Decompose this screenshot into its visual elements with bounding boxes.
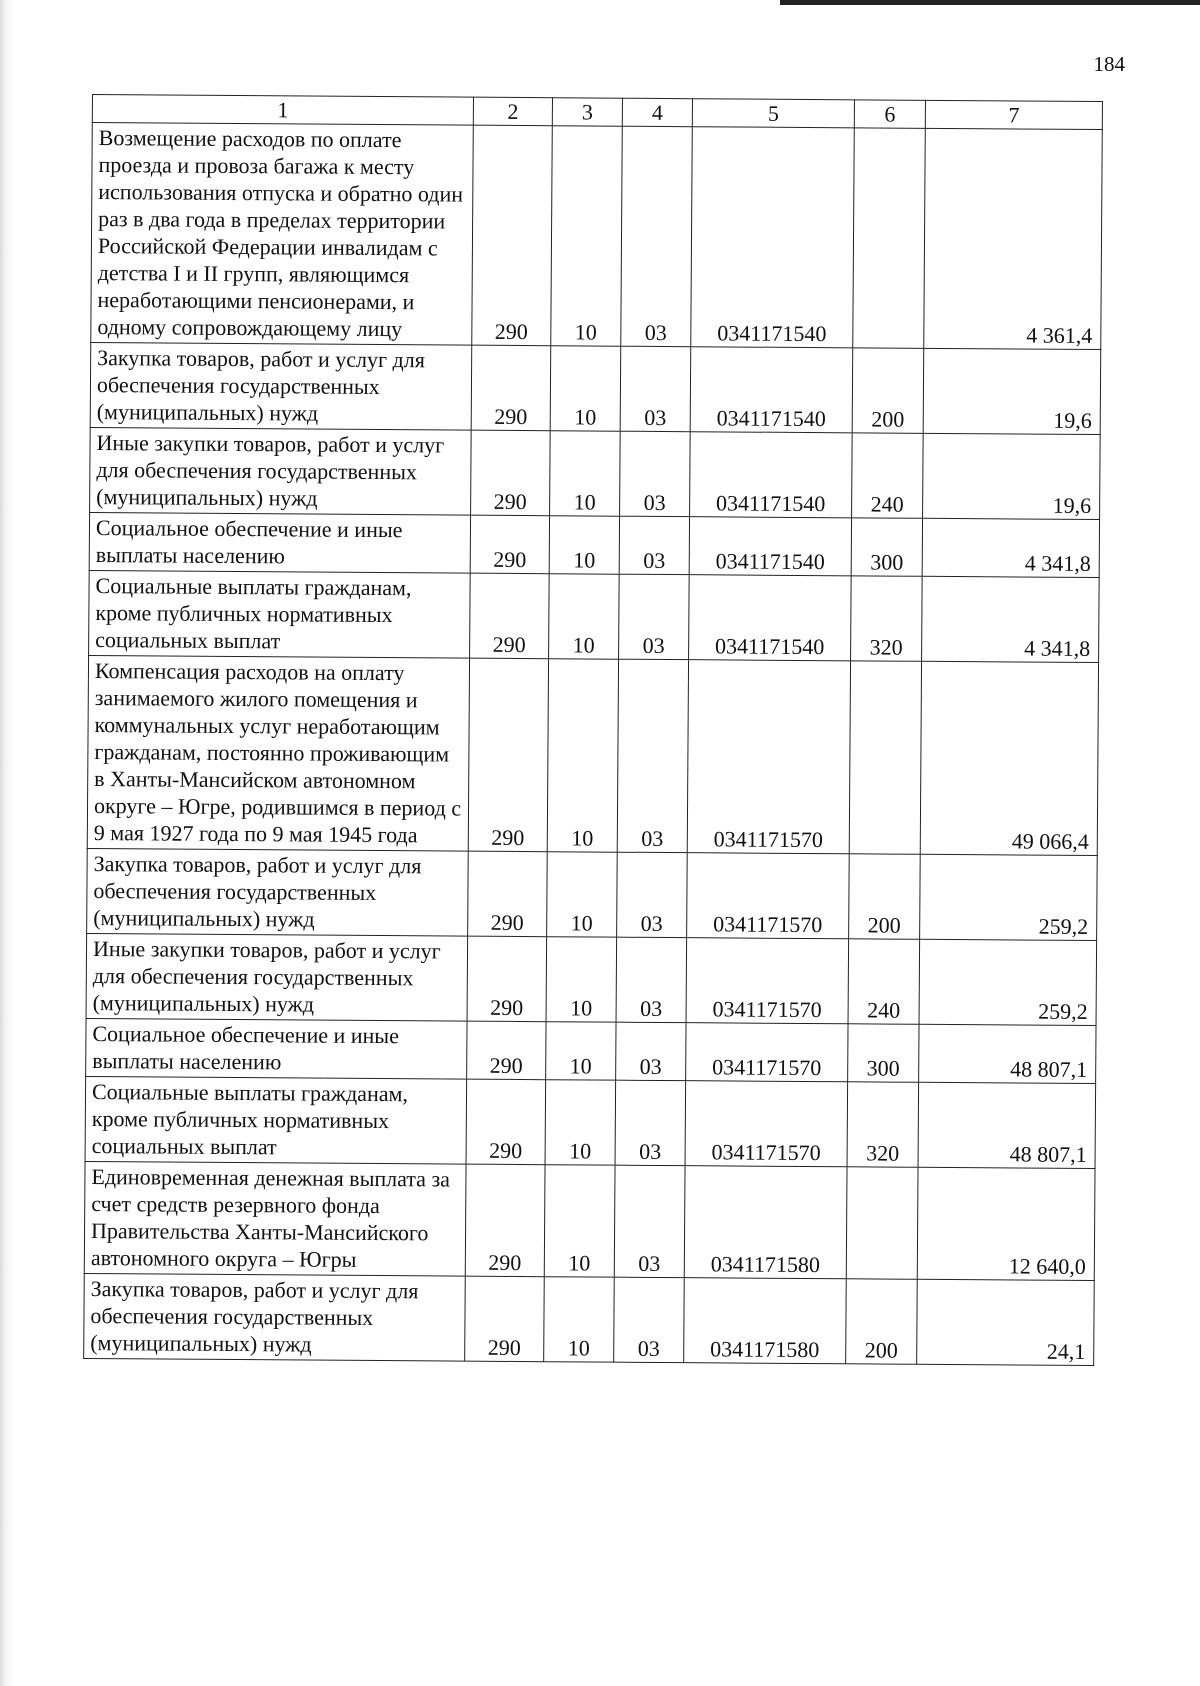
- table-row: [84, 1161, 1095, 1280]
- column-header-1: 1: [92, 95, 473, 126]
- target-article-cell: 0341171540: [689, 517, 851, 576]
- section-code-cell: 10: [546, 1022, 616, 1080]
- budget-table-wrapper: [83, 94, 1103, 1366]
- table-row: [86, 1018, 1096, 1083]
- subsection-code-cell: 03: [620, 431, 691, 516]
- table-row: [87, 655, 1098, 855]
- table-row: [85, 1076, 1096, 1168]
- ministry-code-cell: 290: [468, 658, 548, 852]
- expense-type-cell: 320: [851, 576, 923, 661]
- table-row: [84, 1273, 1095, 1365]
- section-code-cell: 10: [550, 431, 621, 516]
- section-code-cell: 10: [547, 852, 618, 937]
- table-row: [89, 512, 1099, 577]
- section-code-cell: 10: [545, 1080, 616, 1165]
- ministry-code-cell: 290: [467, 1021, 546, 1080]
- ministry-code-cell: 290: [471, 345, 551, 431]
- expense-type-cell: 200: [846, 1279, 918, 1364]
- subsection-code-cell: 03: [621, 126, 693, 346]
- target-article-cell: 0341171570: [686, 938, 849, 1024]
- subsection-code-cell: 03: [617, 659, 688, 852]
- scan-edge-shadow: [0, 0, 14, 1686]
- amount-cell: 259,2: [920, 854, 1098, 940]
- expense-type-cell: 200: [852, 348, 924, 433]
- expense-name-cell: Иные закупки товаров, работ и услуг для обеспечения государственных (муниципальных) нужд: [90, 427, 472, 515]
- section-code-cell: 10: [544, 1165, 615, 1277]
- scan-edge-mark: [780, 0, 1200, 5]
- amount-cell: 4 341,8: [922, 518, 1099, 577]
- expense-type-cell: 240: [848, 939, 920, 1024]
- amount-cell: 12 640,0: [917, 1167, 1095, 1280]
- subsection-code-cell: 03: [619, 516, 689, 574]
- table-row: [87, 848, 1098, 940]
- section-code-cell: 10: [549, 516, 619, 574]
- expense-name-cell: Социальное обеспечение и иные выплаты населению: [86, 1018, 467, 1079]
- expense-type-cell: 240: [852, 433, 924, 518]
- table-row: [91, 123, 1103, 350]
- amount-cell: 4 341,8: [922, 576, 1100, 662]
- expense-type-cell: 320: [847, 1082, 919, 1167]
- column-header-4: 4: [622, 98, 692, 126]
- section-code-cell: 10: [547, 659, 618, 852]
- expense-name-cell: Закупка товаров, работ и услуг для обеспечения государственных (муниципальных) нужд: [87, 848, 469, 936]
- table-row: [90, 342, 1101, 434]
- ministry-code-cell: 290: [470, 515, 549, 574]
- subsection-code-cell: 03: [615, 1080, 686, 1165]
- target-article-cell: 0341171570: [687, 660, 850, 854]
- subsection-code-cell: 03: [616, 937, 687, 1022]
- expense-name-cell: Закупка товаров, работ и услуг для обеспечения государственных (муниципальных) нужд: [84, 1273, 466, 1361]
- subsection-code-cell: 03: [614, 1277, 685, 1362]
- expense-type-cell: [849, 661, 921, 854]
- table-body: [84, 95, 1103, 1366]
- ministry-code-cell: 290: [465, 1164, 545, 1277]
- ministry-code-cell: 290: [471, 430, 551, 516]
- subsection-code-cell: 03: [617, 852, 688, 937]
- expense-name-cell: Закупка товаров, работ и услуг для обеспечения государственных (муниципальных) нужд: [90, 342, 472, 430]
- expense-name-cell: Социальное обеспечение и иные выплаты населению: [89, 512, 470, 573]
- amount-cell: 49 066,4: [920, 661, 1098, 855]
- column-header-6: 6: [854, 100, 925, 128]
- ministry-code-cell: 290: [466, 1079, 546, 1165]
- target-article-cell: 0341171570: [687, 853, 850, 939]
- amount-cell: 19,6: [923, 433, 1101, 519]
- target-article-cell: 0341171580: [684, 1166, 847, 1279]
- ministry-code-cell: 290: [467, 936, 547, 1022]
- amount-cell: 259,2: [919, 939, 1097, 1025]
- target-article-cell: 0341171580: [684, 1278, 847, 1364]
- expense-name-cell: Компенсация расходов на оплату занимаемого жилого помещения и коммунальных услуг неработающим гражданам, постоянно проживающим в Ханты-Мансийском автономном округе – Югре, родившимся в период с 9 мая 1927 года по 9 мая 1945 года: [87, 655, 469, 851]
- section-code-cell: 10: [550, 346, 621, 431]
- ministry-code-cell: 290: [470, 573, 550, 659]
- section-code-cell: 10: [544, 1277, 615, 1362]
- ministry-code-cell: 290: [472, 125, 553, 346]
- subsection-code-cell: 03: [616, 1022, 686, 1080]
- amount-cell: 19,6: [923, 348, 1101, 434]
- column-header-5: 5: [692, 99, 854, 128]
- column-header-7: 7: [925, 100, 1102, 129]
- amount-cell: 48 807,1: [919, 1024, 1096, 1083]
- expense-type-cell: [853, 128, 926, 348]
- page-number: 184: [1093, 52, 1125, 76]
- table-row: [89, 570, 1100, 662]
- target-article-cell: 0341171570: [686, 1023, 848, 1082]
- expense-type-cell: 200: [849, 854, 921, 939]
- target-article-cell: 0341171540: [691, 127, 855, 348]
- target-article-cell: 0341171540: [690, 347, 853, 433]
- column-header-3: 3: [552, 98, 622, 126]
- target-article-cell: 0341171570: [685, 1081, 848, 1167]
- expense-type-cell: 300: [851, 518, 922, 576]
- section-code-cell: 10: [549, 574, 620, 659]
- expense-name-cell: Единовременная денежная выплата за счет средств резервного фонда Правительства Ханты-Мансийского автономного округа – Югры: [84, 1161, 466, 1276]
- ministry-code-cell: 290: [465, 1276, 545, 1362]
- expense-type-cell: 300: [848, 1024, 919, 1082]
- subsection-code-cell: 03: [614, 1165, 685, 1277]
- target-article-cell: 0341171540: [689, 575, 852, 661]
- subsection-code-cell: 03: [619, 574, 690, 659]
- table-row: [86, 933, 1097, 1025]
- expense-type-cell: [846, 1167, 918, 1279]
- section-code-cell: 10: [551, 126, 623, 346]
- ministry-code-cell: 290: [468, 851, 548, 937]
- target-article-cell: 0341171540: [690, 432, 853, 518]
- expense-name-cell: Социальные выплаты гражданам, кроме публичных нормативных социальных выплат: [85, 1076, 467, 1164]
- column-header-2: 2: [473, 97, 552, 126]
- amount-cell: 4 361,4: [924, 128, 1103, 349]
- expense-name-cell: Социальные выплаты гражданам, кроме публичных нормативных социальных выплат: [89, 570, 471, 658]
- amount-cell: 48 807,1: [918, 1082, 1096, 1168]
- expense-name-cell: Иные закупки товаров, работ и услуг для обеспечения государственных (муниципальных) нужд: [86, 933, 468, 1021]
- table-row: [90, 427, 1101, 519]
- expense-name-cell: Возмещение расходов по оплате проезда и провоза багажа к месту использования отпуска и обратно один раз в два года в пределах территории Российской Федерации инвалидам с детства I и II групп, являющимся неработающими пенсионерами, и одному сопровождающему лицу: [91, 123, 474, 346]
- section-code-cell: 10: [546, 937, 617, 1022]
- subsection-code-cell: 03: [620, 346, 691, 431]
- amount-cell: 24,1: [917, 1279, 1095, 1365]
- budget-table: [83, 94, 1103, 1366]
